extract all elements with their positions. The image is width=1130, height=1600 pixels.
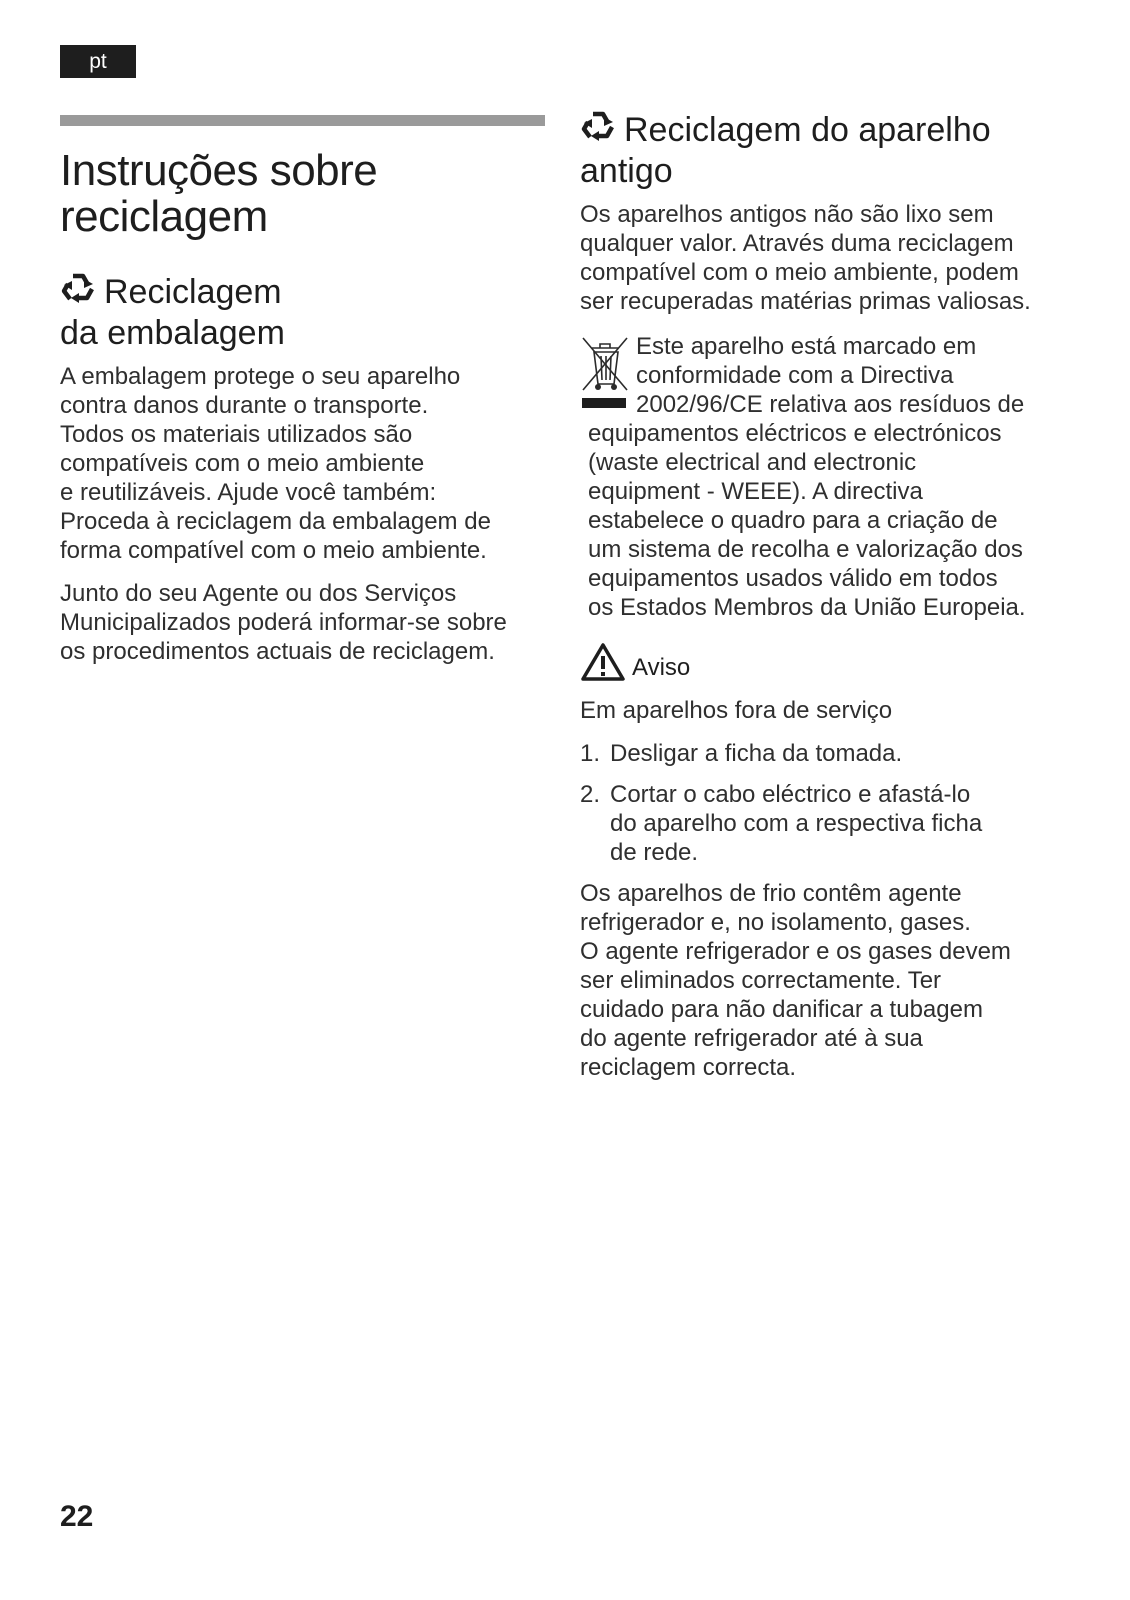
warning-intro: Em aparelhos fora de serviço [580,697,893,724]
old-appliance-heading [580,110,1080,190]
step-number: 2. [580,781,601,808]
text-line: 2002/96/CE relativa aos resíduos de [636,391,1025,418]
warning-steps [580,739,1080,867]
text-line: os procedimentos actuais de reciclagem. [60,638,495,665]
text-line: (waste electrical and electronic [588,449,917,476]
section-rule [60,115,545,126]
text-line: conformidade com a Directiva [636,362,954,389]
text-line: qualquer valor. Através duma reciclagem [580,230,1014,257]
text-line: Este aparelho está marcado em [636,333,977,360]
packaging-heading [60,272,550,352]
page-number: 22 [60,1500,94,1533]
text-line: Junto do seu Agente ou dos Serviços [60,580,457,607]
step-text [610,739,902,768]
packaging-heading-line-1: Reciclagem [104,273,282,311]
list-item [580,780,1080,867]
text-line: compatível com o meio ambiente, podem [580,259,1019,286]
text-line: Desligar a ficha da tomada. [610,740,903,767]
weee-text-continued [580,419,1080,622]
step-number: 1. [580,740,601,767]
packaging-section [60,272,550,666]
recycle-icon [60,272,96,314]
warning-closing-paragraph [580,879,1080,1082]
old-appliance-intro [580,200,1080,316]
text-line: refrigerador e, no isolamento, gases. [580,909,971,936]
text-line: e reutilizáveis. Ajude você também: [60,479,437,506]
list-item [580,739,1080,768]
old-appliance-heading-line-2: antigo [580,152,673,190]
right-column [580,110,1080,1082]
text-line: ser recuperadas matérias primas valiosas. [580,288,1031,315]
text-line: do aparelho com a respectiva ficha [610,810,983,837]
text-line: equipment - WEEE). A directiva [588,478,923,505]
warning-label-text: Aviso [632,654,691,681]
step-text [610,780,982,867]
text-line: Os aparelhos antigos não são lixo sem [580,201,994,228]
recycle-icon [580,110,616,152]
old-appliance-heading-line-1: Reciclagem do aparelho [624,111,991,149]
text-line: A embalagem protege o seu aparelho [60,363,461,390]
text-line: Os aparelhos de frio contêm agente [580,880,962,907]
crossed-out-bin-icon [580,332,630,410]
packaging-heading-line-2: da embalagem [60,314,285,352]
language-tag [60,45,136,78]
language-tag-label: pt [89,49,107,73]
packaging-paragraph-1 [60,362,550,565]
text-line: Cortar o cabo eléctrico e afastá-lo [610,781,971,808]
text-line: O agente refrigerador e os gases devem [580,938,1011,965]
text-line: cuidado para não danificar a tubagem [580,996,983,1023]
page-title [60,148,550,240]
text-line: equipamentos eléctricos e electrónicos [588,420,1002,447]
text-line: do agente refrigerador até à sua [580,1025,923,1052]
text-line: um sistema de recolha e valorização dos [588,536,1023,563]
text-line: equipamentos usados válido em todos [588,565,998,592]
packaging-paragraph-2 [60,579,550,666]
text-line: Municipalizados poderá informar-se sobre [60,609,507,636]
left-column [60,115,550,666]
text-line: de rede. [610,839,699,866]
text-line: reciclagem correcta. [580,1054,797,1081]
text-line: Proceda à reciclagem da embalagem de [60,508,491,535]
page-title-line-1: Instruções sobre [60,146,378,195]
weee-text-indented [580,332,1080,419]
text-line: compatíveis com o meio ambiente [60,450,425,477]
text-line: contra danos durante o transporte. [60,392,429,419]
weee-notice [580,332,1080,622]
warning-triangle-icon [580,642,626,682]
warning-label [580,642,1080,682]
text-line: Todos os materiais utilizados são [60,421,413,448]
text-line: forma compatível com o meio ambiente. [60,537,487,564]
page-title-line-2: reciclagem [60,192,268,241]
text-line: estabelece o quadro para a criação de [588,507,998,534]
text-line: ser eliminados correctamente. Ter [580,967,942,994]
text-line: os Estados Membros da União Europeia. [588,594,1026,621]
